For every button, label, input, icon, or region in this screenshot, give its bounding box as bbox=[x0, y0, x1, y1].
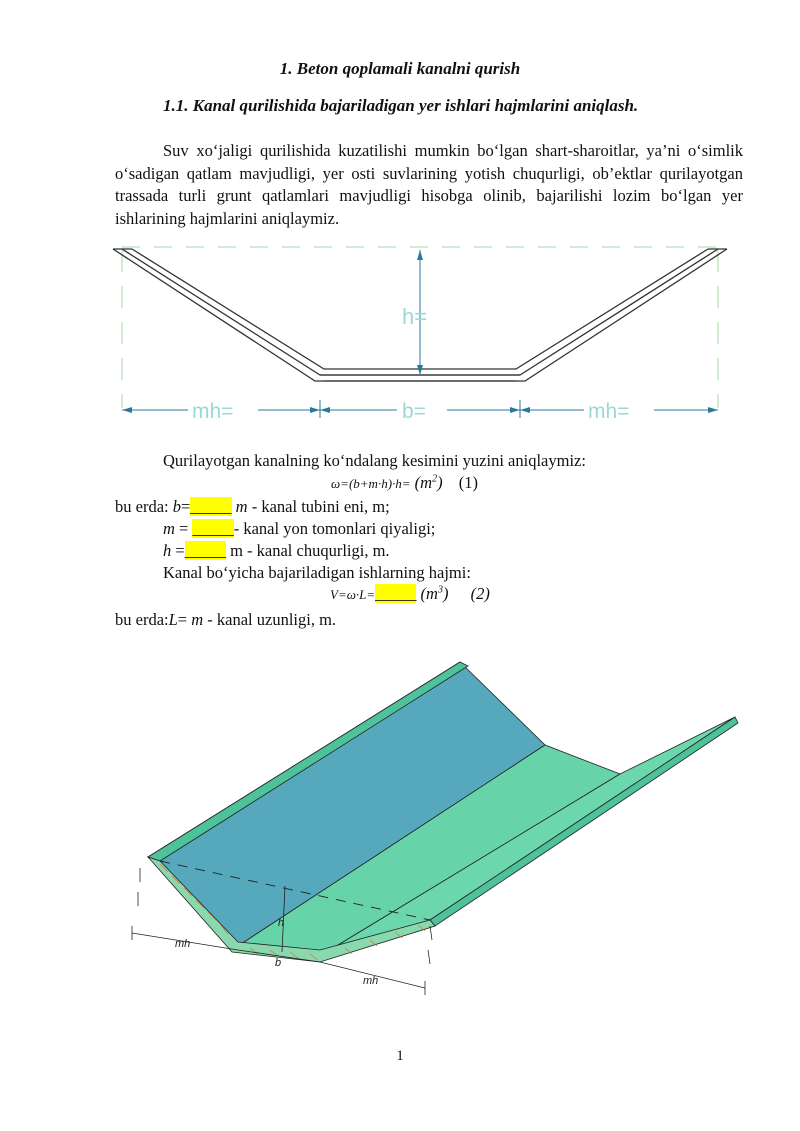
formula-2 bbox=[330, 584, 490, 604]
mh-left-label: mh= bbox=[192, 400, 234, 423]
iso-h-label: h bbox=[278, 917, 285, 929]
def-m: m = _____- kanal yon tomonlari qiyaligi; bbox=[163, 519, 436, 538]
formula-1-expr: ω=(b+m·h)·h= bbox=[331, 476, 411, 491]
formula-1-number: (1) bbox=[458, 473, 478, 492]
iso-mh-right-label: mh bbox=[363, 975, 379, 987]
formula-2-expr: V=ω·L= bbox=[330, 587, 376, 602]
page-number: 1 bbox=[396, 1048, 404, 1064]
h-label: h= bbox=[402, 304, 428, 329]
formula-2-unit: $(m^3)$ bbox=[416, 584, 449, 603]
formula-2-number: (2) bbox=[470, 584, 490, 603]
cross-section-text: Qurilayotgan kanalning ko‘ndalang kesimini yuzini aniqlaymiz: bbox=[163, 451, 586, 470]
volume-text: Kanal bo‘yicha bajariladigan ishlarning hajmi: bbox=[163, 563, 471, 582]
intro-paragraph: Suv xo‘jaligi qurilishida kuzatilishi mumkin bo‘lgan shart-sharoitlar, ya’ni o‘simlik o‘sadigan qatlam mavjudligi, yer osti suvlarining yotish chuqurligi, ob’ektlar qurilayotgan trassada turli grunt qatlamlari mavjudligi hisobga olinib, bajarilishi lozim bo‘lgan yer ishlarining hajmlarini aniqlaymiz. bbox=[115, 141, 743, 228]
page-title: 1. Beton qoplamali kanalni qurish bbox=[279, 59, 521, 78]
blank-m[interactable]: _____ bbox=[192, 519, 234, 538]
iso-b-label: b bbox=[275, 957, 282, 969]
blank-b[interactable]: _____ bbox=[190, 497, 232, 516]
blank-h[interactable]: _____ bbox=[184, 541, 226, 560]
formula-1 bbox=[331, 473, 478, 493]
def-b: bu erda: b=_____ m - kanal tubini eni, m; bbox=[115, 497, 390, 516]
def-length: bu erda:L= m - kanal uzunligi, m. bbox=[115, 610, 337, 629]
formula-1-unit: $(m^2)$ bbox=[414, 473, 443, 492]
iso-mh-left-label: mh bbox=[175, 938, 191, 950]
isometric-canal-diagram bbox=[120, 650, 750, 1010]
b-label: b= bbox=[402, 400, 426, 423]
cross-section-diagram bbox=[110, 238, 730, 423]
blank-volume[interactable]: _____ bbox=[375, 584, 417, 603]
section-title: 1.1. Kanal qurilishida bajariladigan yer ishlari hajmlarini aniqlash. bbox=[163, 96, 639, 115]
mh-right-label: mh= bbox=[588, 400, 630, 423]
def-h: h =_____ m - kanal chuqurligi, m. bbox=[163, 541, 390, 560]
